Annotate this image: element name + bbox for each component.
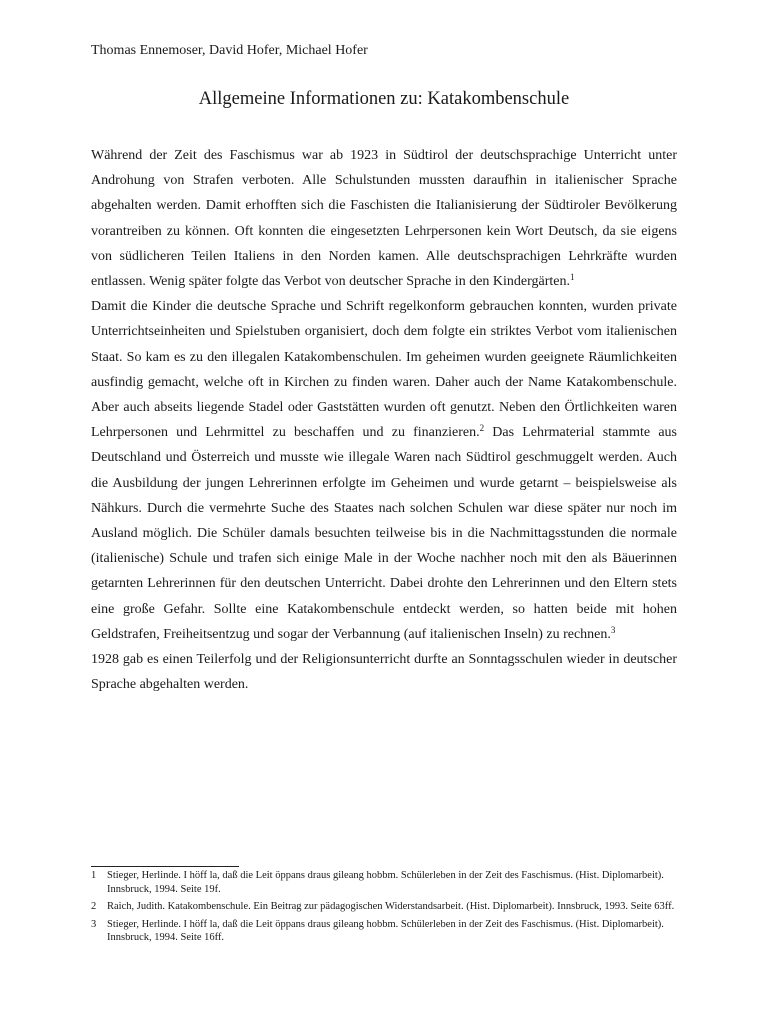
document-title: Allgemeine Informationen zu: Katakombenschule: [198, 89, 570, 109]
footnote-number: 1: [91, 870, 97, 881]
footnote-ref-1[interactable]: 1: [570, 272, 575, 283]
author-line: Thomas Ennemoser, David Hofer, Michael Hofer: [91, 43, 368, 58]
footnote-number: 2: [91, 901, 97, 912]
footnote-ref-2[interactable]: 2: [479, 423, 485, 434]
footnote-text: Stieger, Herlinde. I höff la, daß die Leit öppans draus gileang hobbm. Schülerleben in der Zeit des Faschismus. (Hist. Diplomarbeit). Innsbruck, 1994. Seite 16ff.: [107, 918, 664, 943]
paragraph-2-text-part2: Das Lehrmaterial stammte aus Deutschland und Österreich und musste wie illegale Waren nach Südtirol geschmuggelt werden. Auch die Ausbildung der jungen Lehrerinnen erfolgte im Geheimen und wurde getarnt – beispielsweise als Nähkurs. Durch die vermehrte Suche des Staates nach solchen Schulen war diese später nur noch im Ausland möglich. Die Schüler damals besuchten teilweise bis in die Nachmittagsstunden die normale (italienische) Schule und trafen sich einige Male in der Woche nachher noch mit den als Bäuerinnen getarnten Lehrerinnen für den deutschen Unterricht. Dabei drohte den Lehrerinnen und den Eltern stets eine große Gefahr. Sollte eine Katakombenschule entdeckt werden, so hatten beide mit hohen Geldstrafen, Freiheitsentzug und sogar der Verbannung (auf italienischen Inseln) zu rechnen.: [91, 425, 677, 642]
paragraph-1: [91, 143, 677, 294]
paragraph-2: [91, 294, 677, 647]
paragraph-3-text: 1928 gab es einen Teilerfolg und der Religionsunterricht durfte an Sonntagsschulen wieder in deutscher Sprache abgehalten werden.: [91, 652, 677, 693]
paragraph-3: [91, 647, 677, 697]
footnotes-section: [91, 869, 677, 949]
footnote-3: [91, 918, 677, 945]
footnote-1: [91, 869, 677, 896]
paragraph-2-text-part1: Damit die Kinder die deutsche Sprache und Schrift regelkonform gebrauchen konnten, wurden private Unterrichtseinheiten und Spielstuben organisiert, doch dem folgte ein striktes Verbot vom italienischen Staat. So kam es zu den illegalen Katakombenschulen. Im geheimen wurden geeignete Räumlichkeiten ausfindig gemacht, welche oft in Kirchen zu finden waren. Daher auch der Name Katakombenschule. Aber auch abseits liegende Stadel oder Gaststätten wurden oft genutzt. Neben den Örtlichkeiten waren Lehrpersonen und Lehrmittel zu beschaffen und zu finanzieren.: [91, 299, 677, 441]
footnote-number: 3: [91, 918, 97, 930]
footnote-divider: [91, 866, 239, 867]
footnote-text: Stieger, Herlinde. I höff la, daß die Leit öppans draus gileang hobbm. Schülerleben in der Zeit des Faschismus. (Hist. Diplomarbeit). Innsbruck, 1994. Seite 19f.: [107, 870, 664, 895]
document-body: [91, 143, 677, 697]
footnote-ref-3[interactable]: 3: [610, 624, 616, 635]
footnote-2: [91, 900, 677, 914]
footnote-text: Raich, Judith. Katakombenschule. Ein Beitrag zur pädagogischen Widerstandsarbeit. (Hist. Diplomarbeit). Innsbruck, 1993. Seite 63ff.: [107, 901, 675, 912]
paragraph-1-text: Während der Zeit des Faschismus war ab 1923 in Südtirol der deutschsprachige Unterricht unter Androhung von Strafen verboten. Alle Schulstunden mussten daraufhin in italienischer Sprache abgehalten werden. Damit erhofften sich die Faschisten die Italianisierung der Südtiroler Bevölkerung vorantreiben zu können. Oft konnten die eingesetzten Lehrpersonen kein Wort Deutsch, da sie eigens von südlicheren Teilen Italiens in den Norden kamen. Alle deutschsprachigen Lehrkräfte wurden entlassen. Wenig später folgte das Verbot von deutscher Sprache in den Kindergärten.: [91, 148, 677, 290]
